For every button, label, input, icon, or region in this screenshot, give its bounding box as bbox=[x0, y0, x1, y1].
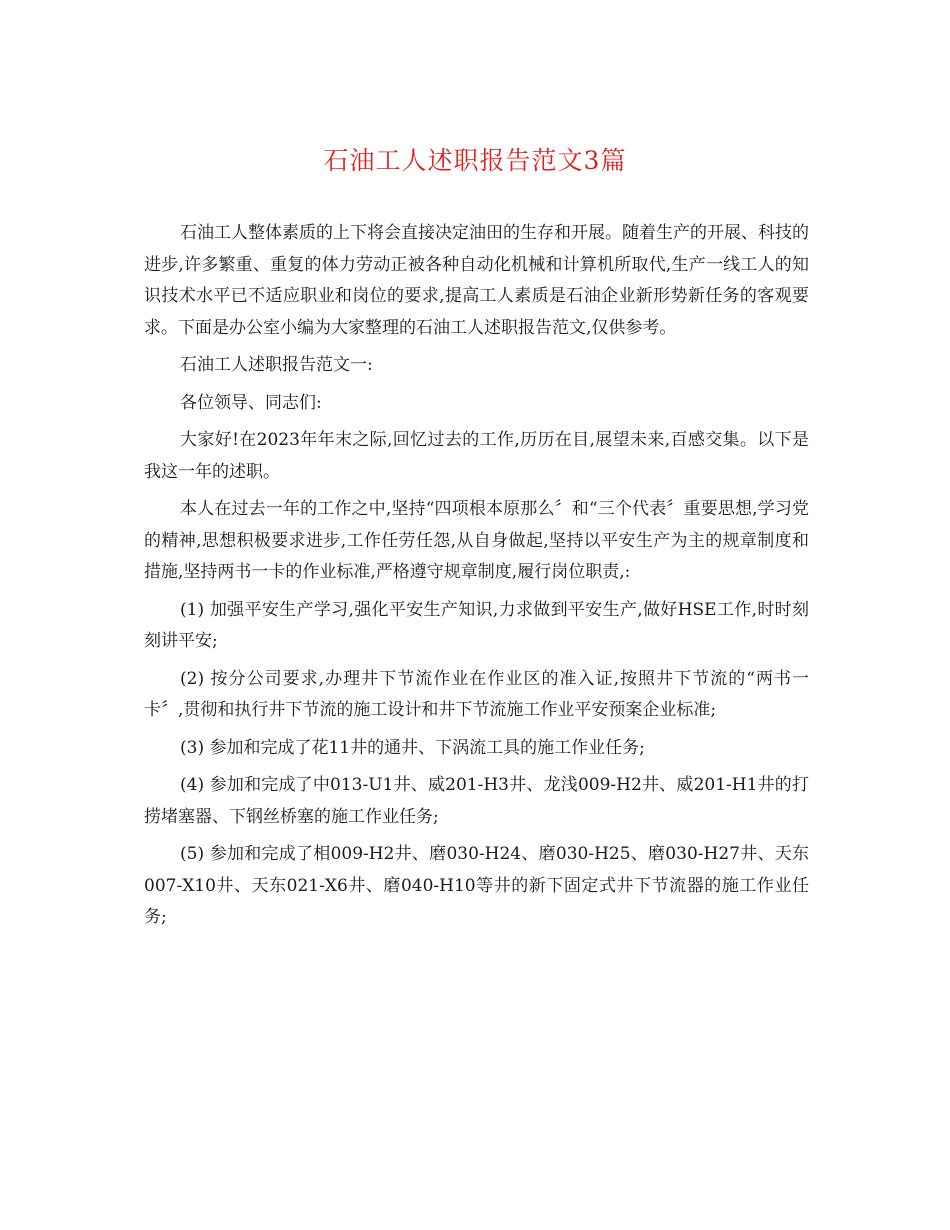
paragraph-item-4: (4) 参加和完成了中013-U1井、威201-H3井、龙浅009-H2井、威201-H1井的打捞堵塞器、下钢丝桥塞的施工作业任务; bbox=[144, 775, 809, 827]
paragraph-item-1: (1) 加强平安生产学习,强化平安生产知识,力求做到平安生产,做好HSE工作,时时刻刻讲平安; bbox=[144, 599, 809, 651]
paragraph-section-heading: 石油工人述职报告范文一: bbox=[180, 355, 373, 375]
paragraph-greeting: 大家好!在2023年年末之际,回忆过去的工作,历历在目,展望未来,百感交集。以下是我这一年的述职。 bbox=[144, 430, 809, 482]
paragraph-intro: 石油工人整体素质的上下将会直接决定油田的生存和开展。随着生产的开展、科技的进步,许多繁重、重复的体力劳动正被各种自动化机械和计算机所取代,生产一线工人的知识技术水平已不适应职业和岗位的要求,提高工人素质是石油企业新形势新任务的客观要求。下面是办公室小编为大家整理的石油工人述职报告范文,仅供参考。 bbox=[144, 223, 809, 338]
paragraph-salutation: 各位领导、同志们: bbox=[180, 392, 322, 413]
document-title: 石油工人述职报告范文3篇 bbox=[323, 146, 627, 175]
paragraph-summary: 本人在过去一年的工作之中,坚持“四项根本原那么〞和“三个代表〞重要思想,学习党的精神,思想积极要求进步,工作任劳任怨,从自身做起,坚持以平安生产为主的规章制度和措施,坚持两书一卡的作业标准,严格遵守规章制度,履行岗位职责,: bbox=[144, 499, 809, 582]
paragraph-item-2: (2) 按分公司要求,办理井下节流作业在作业区的准入证,按照井下节流的“两书一卡〞,贯彻和执行井下节流的施工设计和井下节流施工作业平安预案企业标准; bbox=[144, 668, 809, 720]
paragraph-item-5: (5) 参加和完成了相009-H2井、磨030-H24、磨030-H25、磨030-H27井、天东007-X10井、天东021-X6井、磨040-H10等井的新下固定式井下节流器的施工作业任务; bbox=[144, 844, 809, 927]
document-body bbox=[144, 218, 809, 940]
paragraph-item-3: (3) 参加和完成了花11井的通井、下涡流工具的施工作业任务; bbox=[180, 737, 645, 758]
